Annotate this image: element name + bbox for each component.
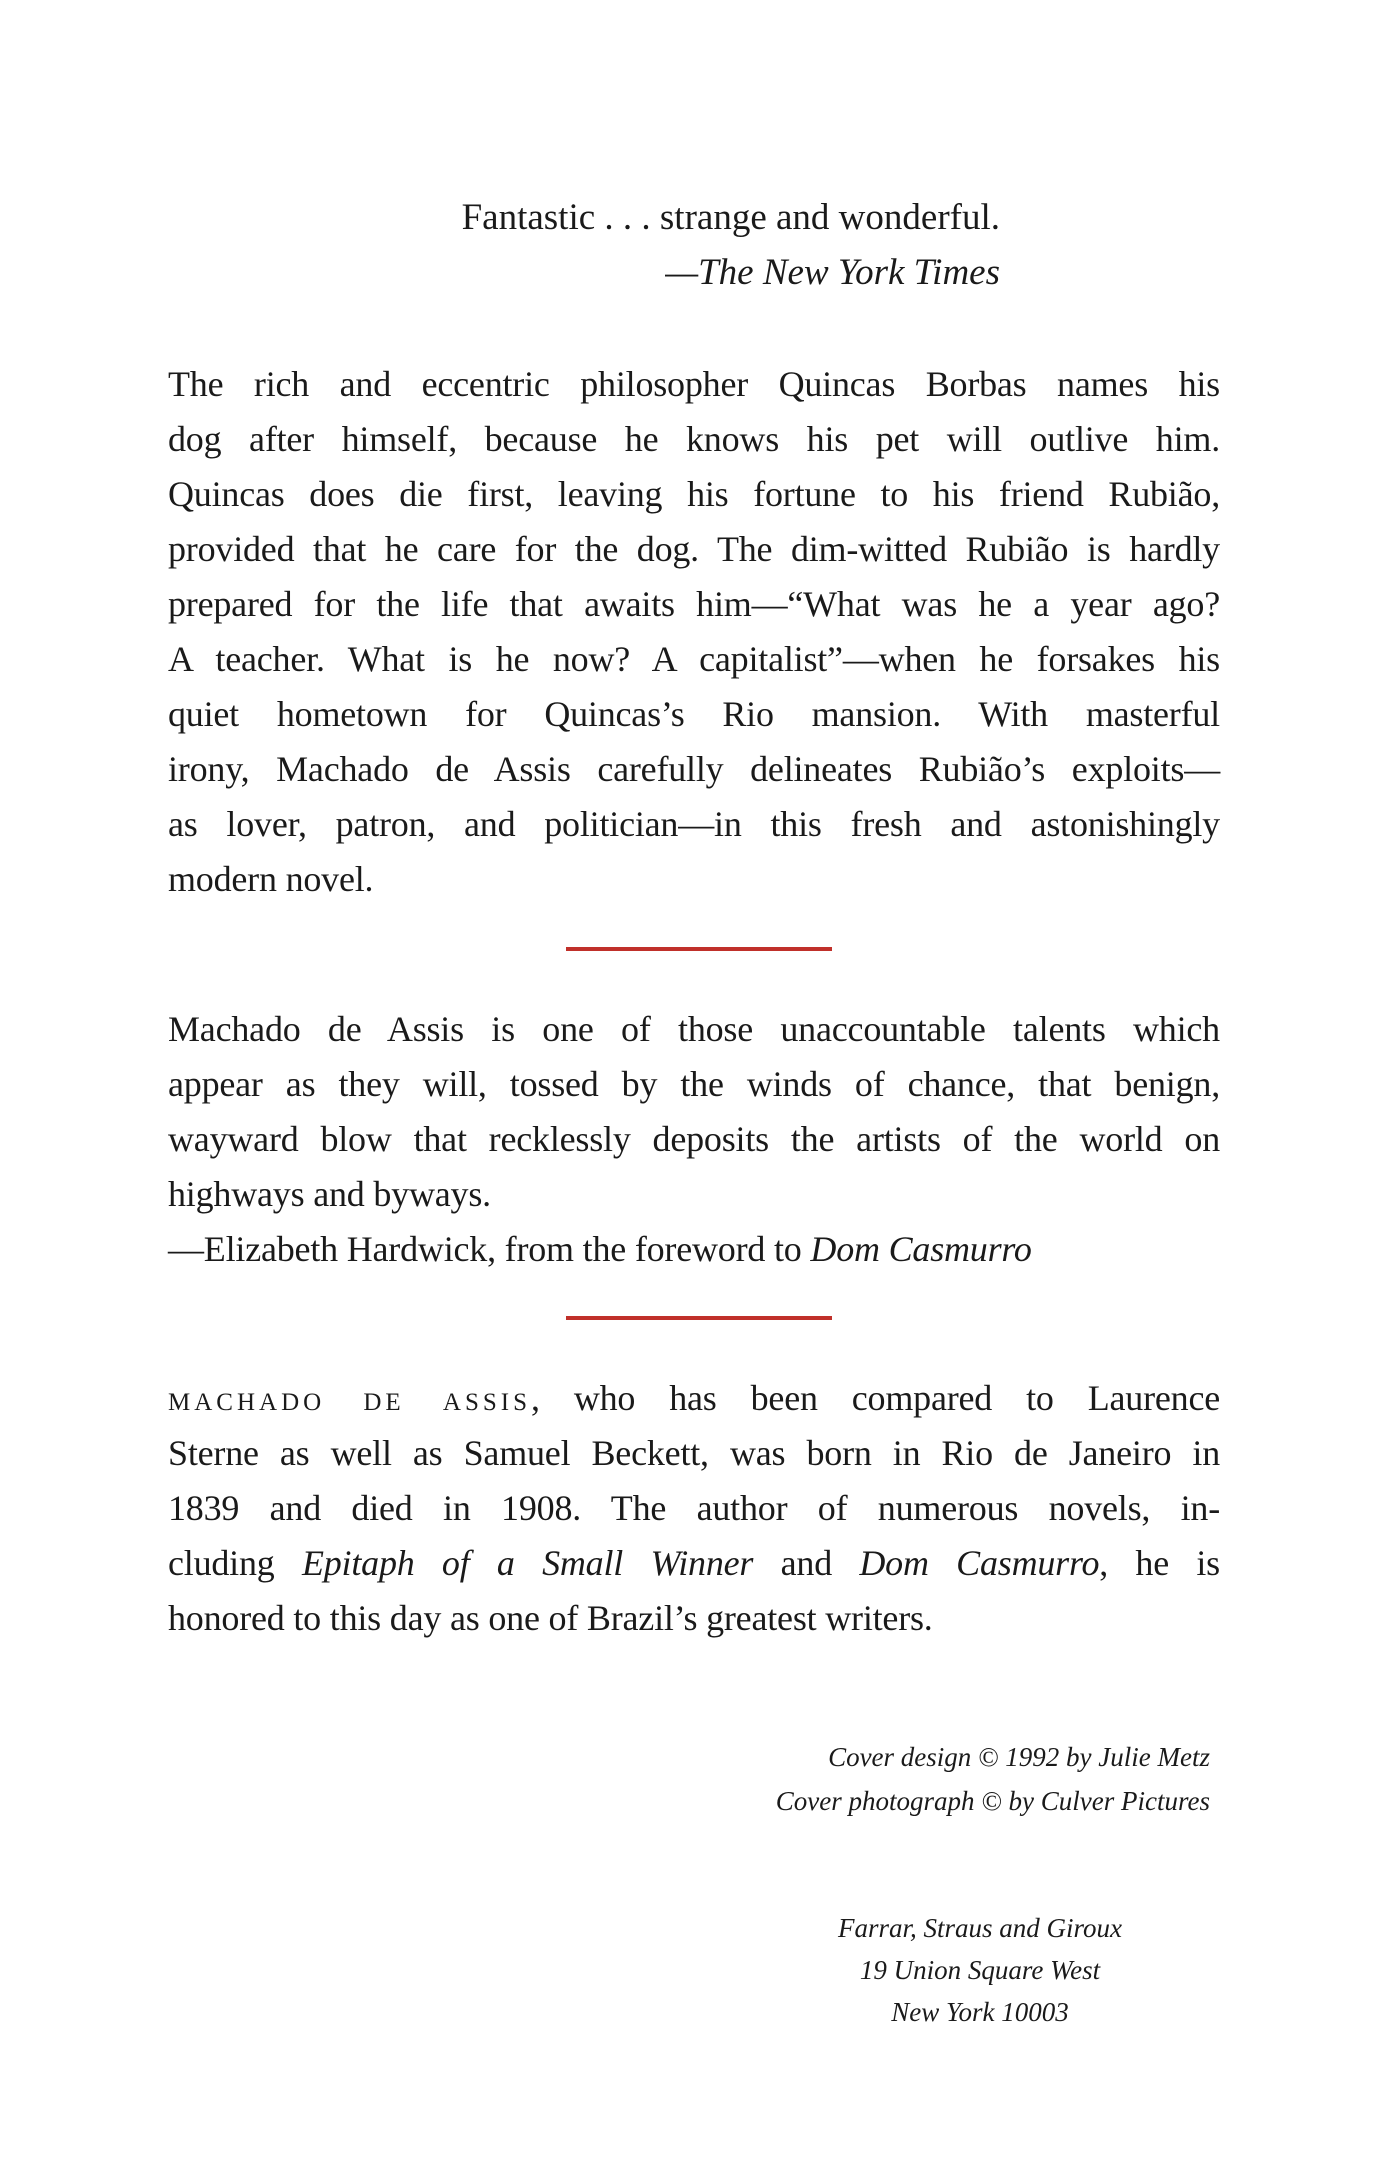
- bio-line: Sterne as well as Samuel Beckett, was born in Rio de Janeiro in: [168, 1433, 1220, 1473]
- synopsis-line: dog after himself, because he knows his pet will outlive him.: [168, 419, 1220, 459]
- book-title: Epitaph of a Small Winner: [301, 1543, 754, 1583]
- quote-line: Machado de Assis is one of those unaccountable talents which: [168, 1009, 1220, 1049]
- bio-line: [168, 1371, 1220, 1426]
- blurb-source: —The New York Times: [665, 252, 1000, 293]
- synopsis-line: quiet hometown for Quincas’s Rio mansion. With masterful: [168, 694, 1220, 734]
- synopsis-line: irony, Machado de Assis carefully delineates Rubião’s exploits—: [168, 749, 1220, 789]
- bio-text: cluding: [168, 1543, 302, 1583]
- synopsis-line: provided that he care for the dog. The dim-witted Rubião is hardly: [168, 529, 1220, 569]
- red-divider-rule: [566, 1316, 832, 1320]
- book-title: Dom Casmurro: [859, 1543, 1100, 1583]
- synopsis-line: A teacher. What is he now? A capitalist”—when he forsakes his: [168, 639, 1220, 679]
- synopsis-line: prepared for the life that awaits him—“What was he a year ago?: [168, 584, 1220, 624]
- attribution-book-title: Dom Casmurro: [810, 1229, 1032, 1269]
- author-name: machado de assis: [168, 1378, 532, 1418]
- publisher-address: [790, 1907, 1170, 2033]
- bio-line: honored to this day as one of Brazil’s greatest writers.: [168, 1598, 933, 1638]
- synopsis-line: The rich and eccentric philosopher Quincas Borbas names his: [168, 364, 1220, 404]
- quote-line: highways and byways.: [168, 1174, 491, 1214]
- attribution-text: —Elizabeth Hardwick, from the foreword to: [168, 1229, 811, 1269]
- synopsis-line: Quincas does die first, leaving his fortune to his friend Rubião,: [168, 474, 1220, 514]
- publisher-street: 19 Union Square West: [859, 1955, 1101, 1985]
- publisher-city: New York 10003: [891, 1997, 1069, 2027]
- quote-line: appear as they will, tossed by the winds of chance, that benign,: [168, 1064, 1220, 1104]
- quote-line: wayward blow that recklessly deposits the artists of the world on: [168, 1119, 1220, 1159]
- quote-attribution: [168, 1222, 1220, 1277]
- review-blurb: [380, 190, 1000, 300]
- synopsis-paragraph: [168, 357, 1220, 907]
- cover-credits: [776, 1735, 1210, 1823]
- bio-text: and: [753, 1543, 860, 1583]
- red-divider-rule: [566, 947, 832, 951]
- cover-design-credit: Cover design © 1992 by Julie Metz: [828, 1742, 1210, 1772]
- cover-photo-credit: Cover photograph © by Culver Pictures: [775, 1786, 1210, 1816]
- author-bio-paragraph: [168, 1371, 1220, 1646]
- bio-line: [168, 1536, 1220, 1591]
- bio-line: 1839 and died in 1908. The author of numerous novels, in-: [168, 1488, 1220, 1528]
- synopsis-line: modern novel.: [168, 859, 374, 899]
- publisher-name: Farrar, Straus and Giroux: [837, 1913, 1123, 1943]
- bio-text: , he is: [1099, 1543, 1220, 1583]
- blurb-quote: Fantastic . . . strange and wonderful.: [461, 197, 1000, 238]
- bio-text: , who has been compared to Laurence: [531, 1378, 1221, 1418]
- synopsis-line: as lover, patron, and politician—in this fresh and astonishingly: [168, 804, 1220, 844]
- hardwick-quote-paragraph: [168, 1002, 1220, 1277]
